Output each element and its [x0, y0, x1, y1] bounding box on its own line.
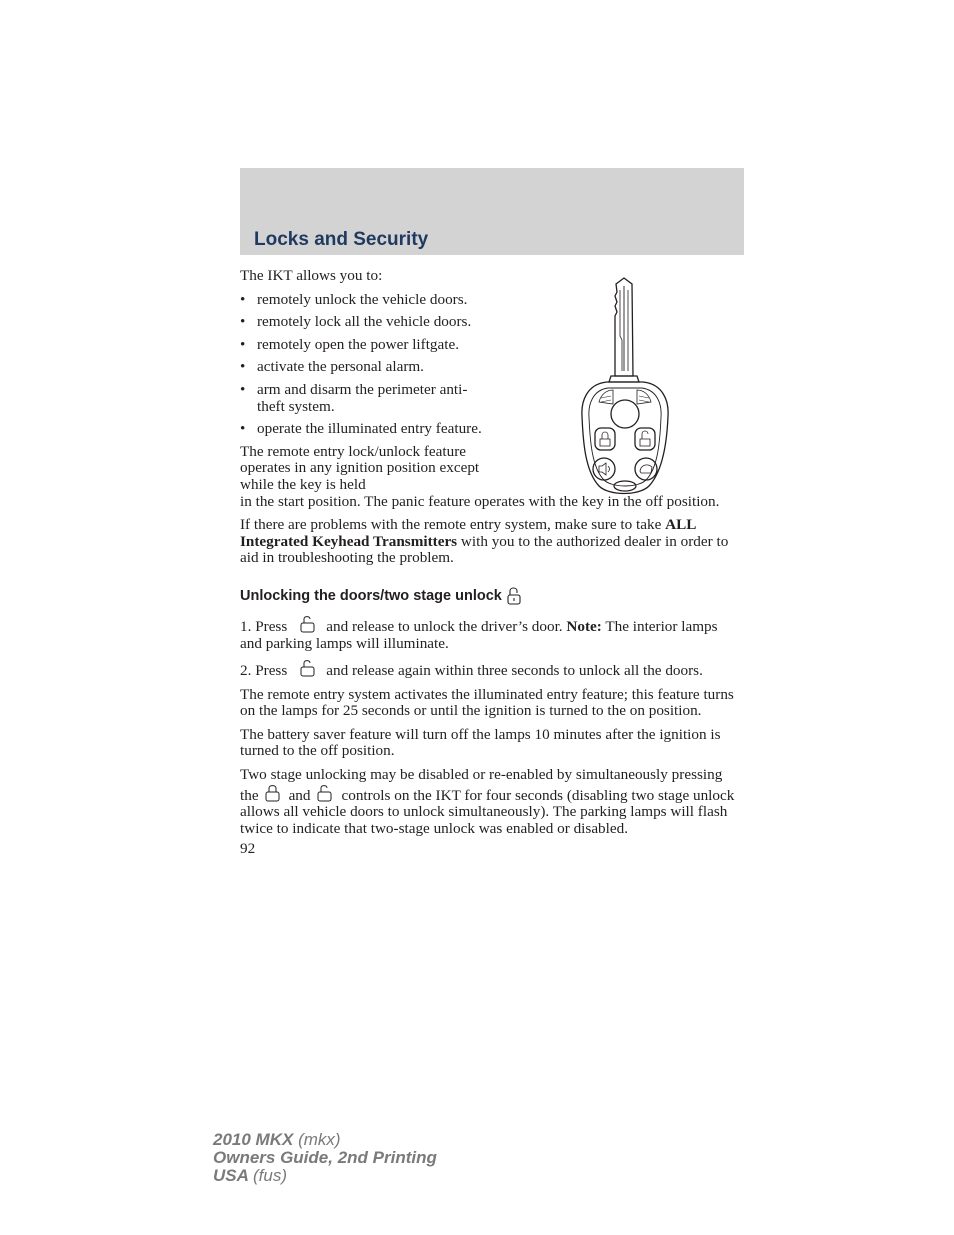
list-item: • remotely open the power liftgate. — [240, 335, 460, 353]
bullet: • — [240, 290, 246, 308]
section-title: Locks and Security — [254, 229, 429, 250]
emphasis-text: ALL Integrated Keyhead Transmitters — [240, 516, 696, 550]
list-item: • arm and disarm the perimeter anti-theft system. — [240, 380, 468, 415]
ignition-paragraph-part1: The remote entry lock/unlock feature operates in any ignition position except while the key is held — [240, 442, 480, 493]
footer-line-1: 2010 MKX (mkx) — [213, 1130, 341, 1149]
capabilities-list — [240, 292, 495, 438]
problems-paragraph: If there are problems with the remote entry system, make sure to take ALL Integrated Keyhead Transmitters with you to the authorized dealer in order to aid in troubleshooting the problem. — [240, 516, 729, 567]
bullet: • — [240, 335, 246, 353]
list-item: • remotely unlock the vehicle doors. — [240, 290, 468, 308]
bullet: • — [240, 313, 246, 331]
bullet: • — [240, 420, 246, 438]
bullet: • — [240, 358, 246, 376]
footer-line-2: Owners Guide, 2nd Printing — [213, 1148, 437, 1167]
list-item: • activate the personal alarm. — [240, 358, 424, 376]
illuminated-entry-paragraph: The remote entry system activates the illuminated entry feature; this feature turns on the lamps for 25 seconds or until the ignition is turned to the on position. — [240, 685, 734, 720]
unlock-button-icon — [299, 659, 316, 678]
subheading-title: Unlocking the doors/two stage unlock — [240, 587, 502, 604]
ignition-paragraph-part2: in the start position. The panic feature operates with the key in the off position. — [240, 492, 720, 510]
list-item: • operate the illuminated entry feature. — [240, 420, 482, 438]
bullet: • — [240, 380, 246, 398]
unlock-button-icon — [299, 615, 316, 634]
battery-saver-paragraph: The battery saver feature will turn off the lamps 10 minutes after the ignition is turned to the off position. — [240, 725, 721, 760]
footer-line-3: USA (fus) — [213, 1166, 287, 1185]
section-header-band — [240, 168, 744, 255]
footer — [213, 1131, 437, 1185]
step-1: 1. Press and release to unlock the driver’s door. Note: The interior lamps and parking lamps will illuminate. — [240, 615, 740, 652]
list-item: • remotely lock all the vehicle doors. — [240, 313, 472, 331]
page-content — [240, 268, 740, 858]
unlock-icon — [506, 586, 522, 606]
intro-text: The IKT allows you to: — [240, 267, 383, 284]
subheading — [240, 586, 740, 606]
lock-button-icon — [264, 784, 281, 803]
step-2: 2. Press and release again within three seconds to unlock all the doors. — [240, 659, 740, 680]
two-stage-paragraph: Two stage unlocking may be disabled or re-enabled by simultaneously pressing the and controls on the IKT for four seconds (disabling two stage unlock allows all vehicle doors to unlock simultaneously). The parking lamps will flash twice to indicate that two-stage unlock was enabled or disabled. — [240, 766, 735, 837]
page-number: 92 — [240, 840, 256, 858]
unlock-button-icon — [316, 784, 333, 803]
note-label: Note: — [566, 617, 602, 635]
